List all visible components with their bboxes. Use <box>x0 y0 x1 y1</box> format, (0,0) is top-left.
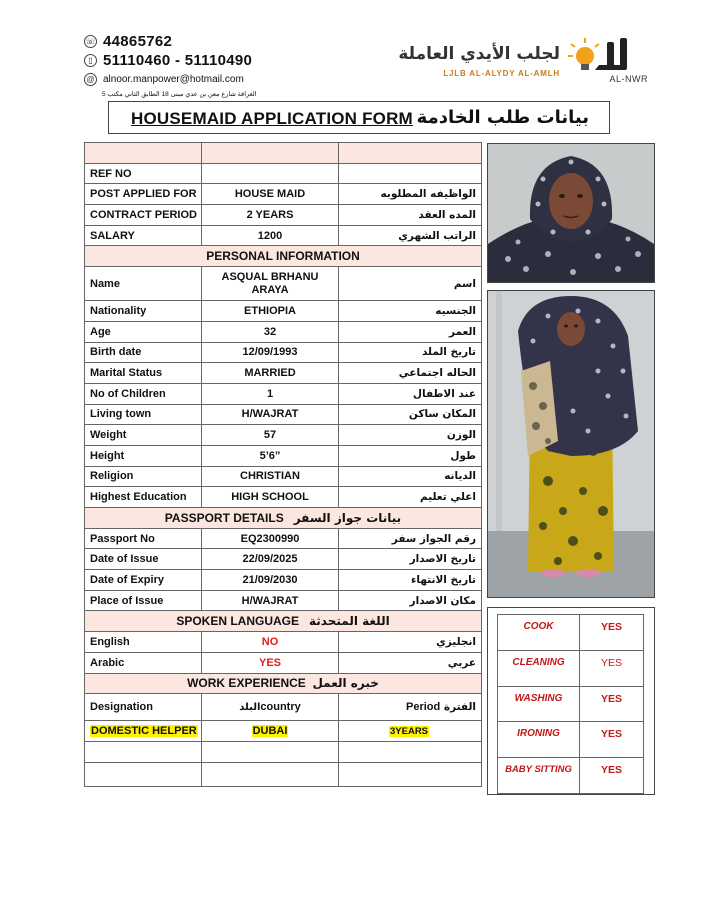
name-label: Name <box>85 267 202 301</box>
age-value: 32 <box>202 321 339 342</box>
language-heading <box>85 611 482 632</box>
marital-label: Marital Status <box>85 363 202 384</box>
country-header <box>202 694 339 721</box>
skill-row <box>498 650 644 686</box>
experience-designation <box>85 721 202 742</box>
living-town-value: H/WAJRAT <box>202 404 339 425</box>
passport-no-value: EQ2300990 <box>202 528 339 549</box>
phone-number-2: 51110460 - 51110490 <box>103 52 253 69</box>
office-address: الغرافة شارع معن بن عدي مبنى 18 الطابق الثاني مكتب 5 <box>102 91 257 98</box>
company-logo <box>390 36 650 88</box>
row-post <box>85 184 482 205</box>
experience-section <box>85 673 482 694</box>
place-of-issue-label: Place of Issue <box>85 590 202 611</box>
children-value: 1 <box>202 383 339 404</box>
application-table <box>84 142 482 787</box>
post-value: HOUSE MAID <box>202 184 339 205</box>
phone-number-1: 44865762 <box>103 33 173 50</box>
phone-line-2 <box>84 51 257 70</box>
skill-name: WASHING <box>498 686 580 722</box>
height-value: 5’6” <box>202 445 339 466</box>
expiry-date-arabic: تاريخ الانتهاء <box>339 570 482 591</box>
portrait-photo <box>488 144 654 282</box>
ref-no-label: REF NO <box>85 163 202 184</box>
post-arabic: الواظيفه المطلوبه <box>339 184 482 205</box>
salary-label: SALARY <box>85 225 202 246</box>
education-arabic: اعلي تعليم <box>339 487 482 508</box>
issue-date-value: 22/09/2025 <box>202 549 339 570</box>
birth-date-value: 12/09/1993 <box>202 342 339 363</box>
row-living-town <box>85 404 482 425</box>
skill-name: IRONING <box>498 722 580 758</box>
row-children <box>85 383 482 404</box>
row-education <box>85 487 482 508</box>
name-value-line-1: ASQUAL BRHANU <box>221 270 319 283</box>
arabic-value: YES <box>202 652 339 673</box>
experience-heading-arabic: خبره العمل <box>312 676 379 691</box>
passport-no-label: Passport No <box>85 528 202 549</box>
period-header-english: Period <box>405 701 441 714</box>
passport-heading <box>85 508 482 529</box>
religion-label: Religion <box>85 466 202 487</box>
row-nationality <box>85 301 482 322</box>
full-body-photo <box>488 291 654 597</box>
mobile-icon: ▯ <box>84 54 97 67</box>
english-arabic: انجليزي <box>339 632 482 653</box>
skill-value: YES <box>580 722 644 758</box>
row-english <box>85 632 482 653</box>
weight-value: 57 <box>202 425 339 446</box>
experience-heading-english: WORK EXPERIENCE <box>187 676 306 691</box>
name-value <box>202 267 339 301</box>
english-value: NO <box>202 632 339 653</box>
name-value-line-2: ARAYA <box>251 283 289 296</box>
email-address: alnoor.manpower@hotmail.com <box>103 74 244 85</box>
logo-arabic-text: لجلب الأيدي العاملة <box>398 44 560 64</box>
row-ref-no <box>85 163 482 184</box>
issue-date-label: Date of Issue <box>85 549 202 570</box>
age-arabic: العمر <box>339 321 482 342</box>
personal-info-heading: PERSONAL INFORMATION <box>85 246 482 267</box>
nationality-value: ETHIOPIA <box>202 301 339 322</box>
skill-row <box>498 686 644 722</box>
place-of-issue-value: H/WAJRAT <box>202 590 339 611</box>
height-label: Height <box>85 445 202 466</box>
arabic-label: Arabic <box>85 652 202 673</box>
english-label: English <box>85 632 202 653</box>
period-header <box>339 694 482 721</box>
row-age <box>85 321 482 342</box>
experience-designation-value: DOMESTIC HELPER <box>91 725 197 738</box>
personal-info-section <box>85 246 482 267</box>
height-arabic: طول <box>339 445 482 466</box>
period-header-arabic: الفترة <box>443 701 476 714</box>
marital-arabic: الحاله اجتماعي <box>339 363 482 384</box>
salary-arabic: الراتب الشهري <box>339 225 482 246</box>
country-header-english: country <box>260 701 301 714</box>
logo-latin-text: LJLB AL-ALYDY AL-AMLH <box>443 69 560 78</box>
skills-box <box>487 607 655 795</box>
children-arabic: عند الاطفال <box>339 383 482 404</box>
row-experience-1 <box>85 721 482 742</box>
religion-value: CHRISTIAN <box>202 466 339 487</box>
contract-arabic: المده العقد <box>339 205 482 226</box>
ref-no-value <box>202 163 339 184</box>
row-arabic <box>85 652 482 673</box>
row-experience-3 <box>85 762 482 786</box>
language-section <box>85 611 482 632</box>
living-town-label: Living town <box>85 404 202 425</box>
full-body-photo-frame <box>487 290 655 598</box>
portrait-photo-frame <box>487 143 655 283</box>
experience-country-value: DUBAI <box>252 725 288 738</box>
skill-value: YES <box>580 758 644 794</box>
experience-period-value: 3YEARS <box>390 725 429 737</box>
row-place-of-issue <box>85 590 482 611</box>
experience-country <box>202 721 339 742</box>
experience-heading <box>85 673 482 694</box>
row-experience-2 <box>85 741 482 762</box>
passport-section <box>85 508 482 529</box>
phone-icon: ☏ <box>85 37 96 46</box>
arabic-arabic: عربي <box>339 652 482 673</box>
post-label: POST APPLIED FOR <box>85 184 202 205</box>
place-of-issue-arabic: مكان الاصدار <box>339 590 482 611</box>
row-passport-no <box>85 528 482 549</box>
skill-value: YES <box>580 615 644 651</box>
passport-no-arabic: رقم الجواز سفر <box>339 528 482 549</box>
row-religion <box>85 466 482 487</box>
children-label: No of Children <box>85 383 202 404</box>
form-title-box <box>108 101 610 134</box>
weight-label: Weight <box>85 425 202 446</box>
living-town-arabic: المكان ساكن <box>339 404 482 425</box>
marital-value: MARRIED <box>202 363 339 384</box>
age-label: Age <box>85 321 202 342</box>
birth-date-arabic: تاريخ الملد <box>339 342 482 363</box>
designation-header: Designation <box>85 694 202 721</box>
row-salary <box>85 225 482 246</box>
birth-date-label: Birth date <box>85 342 202 363</box>
skill-row <box>498 615 644 651</box>
religion-arabic: الديانه <box>339 466 482 487</box>
email-icon: @ <box>84 73 97 86</box>
country-header-arabic: البلد <box>239 702 261 714</box>
salary-value: 1200 <box>202 225 339 246</box>
expiry-date-value: 21/09/2030 <box>202 570 339 591</box>
row-contract <box>85 205 482 226</box>
language-heading-english: SPOKEN LANGUAGE <box>176 614 299 629</box>
passport-heading-arabic: بيانات جواز السفر <box>293 510 402 525</box>
passport-heading-english: PASSPORT DETAILS <box>164 510 284 525</box>
nationality-label: Nationality <box>85 301 202 322</box>
language-heading-arabic: اللغة المتحدثة <box>309 614 390 629</box>
row-expiry-date <box>85 570 482 591</box>
row-name <box>85 267 482 301</box>
row-birth-date <box>85 342 482 363</box>
weight-arabic: الوزن <box>339 425 482 446</box>
row-issue-date <box>85 549 482 570</box>
row-marital <box>85 363 482 384</box>
row-height <box>85 445 482 466</box>
logo-brand-text: AL-NWR <box>609 74 648 84</box>
contract-label: CONTRACT PERIOD <box>85 205 202 226</box>
skill-name: COOK <box>498 615 580 651</box>
skill-name: BABY SITTING <box>498 758 580 794</box>
skill-row <box>498 722 644 758</box>
nationality-arabic: الجنسيه <box>339 301 482 322</box>
education-label: Highest Education <box>85 487 202 508</box>
skill-row <box>498 758 644 794</box>
skills-table <box>497 614 644 794</box>
form-title-english: HOUSEMAID APPLICATION FORM <box>131 109 413 128</box>
table-header-blank-row <box>85 143 482 164</box>
skill-value: YES <box>580 650 644 686</box>
row-experience-header <box>85 694 482 721</box>
name-arabic: اسم <box>339 267 482 301</box>
education-value: HIGH SCHOOL <box>202 487 339 508</box>
experience-period <box>339 721 482 742</box>
skill-value: YES <box>580 686 644 722</box>
expiry-date-label: Date of Expiry <box>85 570 202 591</box>
contact-block <box>84 32 257 98</box>
skill-name: CLEANING <box>498 650 580 686</box>
phone-line-1 <box>84 32 257 51</box>
issue-date-arabic: تاريخ الاصدار <box>339 549 482 570</box>
form-title-arabic: بيانات طلب الخادمة <box>416 107 589 128</box>
contract-value: 2 YEARS <box>202 205 339 226</box>
email-line <box>84 70 257 89</box>
row-weight <box>85 425 482 446</box>
